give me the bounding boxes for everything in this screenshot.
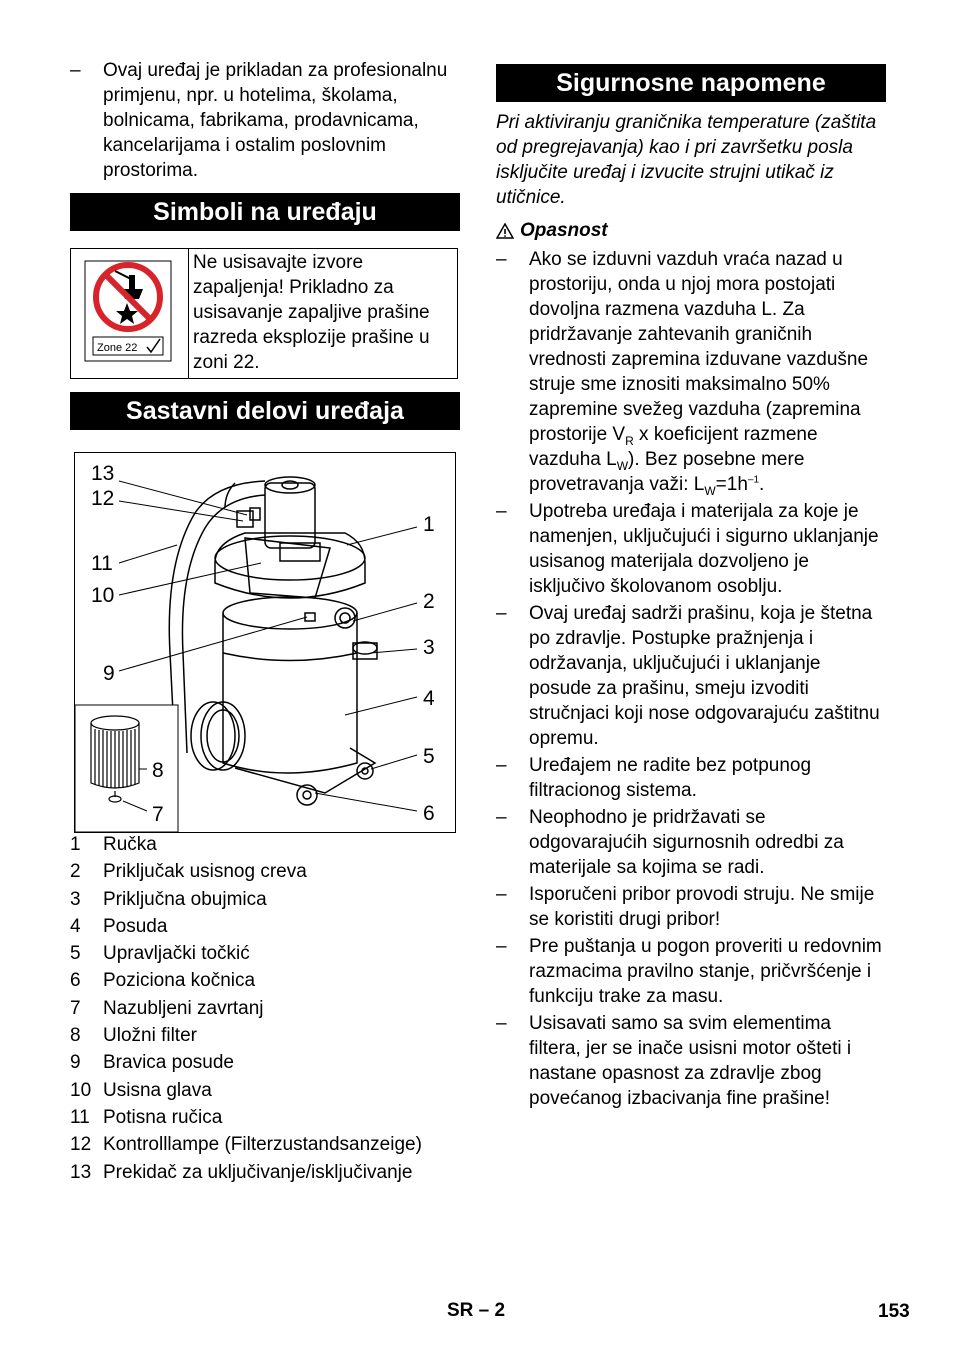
figure-label-5: 5 — [423, 745, 435, 768]
safety-item — [496, 753, 886, 803]
safety-item-text: Uređajem ne radite bez potpunog filtracionog sistema. — [529, 755, 812, 801]
safety-item-text-b: x koeficijent razmene vazduha L — [529, 424, 818, 470]
part-label: Ručka — [103, 834, 157, 855]
part-label: Potisna ručica — [103, 1106, 223, 1128]
safety-item-text: Neophodno je pridržavati se odgovarajućih sigurnosnih odredbi za materijale sa kojima se radi. — [529, 807, 844, 878]
parts-list-item — [70, 887, 470, 914]
part-number: 2 — [70, 861, 81, 883]
dash-bullet: – — [496, 501, 507, 522]
intro-list-item — [70, 58, 460, 183]
safety-item-text: Usisavati samo sa svim elementima filtera, jer se inače usisni motor ošteti i nastane opasnost za zdravlje zbog povećanog izbacivanja fine prašine! — [529, 1013, 852, 1109]
figure-label-1: 1 — [423, 513, 435, 536]
page-number: 153 — [878, 1301, 910, 1322]
part-label: Uložni filter — [103, 1025, 197, 1047]
parts-list-item — [70, 996, 470, 1023]
part-label: Bravica posude — [103, 1052, 234, 1074]
symbol-description: Ne usisavajte izvore zapaljenja! Prikladno za usisavanje zapaljive prašine razreda eksplozije prašine u zoni 22. — [193, 252, 430, 373]
parts-list-item — [70, 1132, 470, 1159]
safety-item — [496, 247, 886, 497]
safety-item — [496, 499, 886, 599]
figure-label-3: 3 — [423, 636, 435, 659]
parts-list-item — [70, 859, 470, 886]
device-figure — [74, 452, 456, 833]
figure-label-11: 11 — [91, 552, 113, 575]
left-column — [70, 58, 460, 231]
dash-bullet: – — [496, 1013, 507, 1034]
parts-list-item — [70, 832, 470, 859]
parts-list — [70, 832, 470, 1187]
parts-list-item — [70, 1050, 470, 1077]
part-label: Poziciona kočnica — [103, 970, 256, 992]
part-number: 13 — [70, 1161, 92, 1183]
dash-bullet: – — [496, 807, 507, 828]
figure-label-10: 10 — [91, 584, 115, 607]
symbol-table — [70, 248, 458, 379]
part-number: 10 — [70, 1079, 92, 1101]
parts-list-item — [70, 1023, 470, 1050]
part-number: 12 — [70, 1134, 92, 1156]
part-label: Priključna obujmica — [103, 888, 267, 910]
safety-intro: Pri aktiviranju graničnika temperature (zaštita od pregrejavanja) kao i pri završetku posla isključite uređaj i izvucite strujni utikač iz utičnice. — [496, 112, 877, 208]
no-ignition-sources-icon — [71, 249, 188, 378]
safety-item — [496, 882, 886, 932]
dash-bullet: – — [496, 249, 507, 270]
vacuum-cleaner-diagram — [75, 453, 455, 832]
part-number: 1 — [70, 834, 81, 855]
warning-triangle-icon — [496, 223, 514, 239]
part-number: 6 — [70, 970, 81, 992]
part-label: Prekidač za uključivanje/isključivanje — [103, 1161, 413, 1183]
safety-item — [496, 934, 886, 1009]
parts-list-item — [70, 941, 470, 968]
footer-section: SR – 2 — [447, 1300, 506, 1321]
section-title-safety: Sigurnosne napomene — [496, 64, 886, 102]
figure-label-7: 7 — [152, 803, 164, 826]
parts-list-item — [70, 1160, 470, 1187]
safety-item-text-d: =1h — [715, 474, 748, 495]
safety-item — [496, 601, 886, 751]
part-label: Posuda — [103, 915, 168, 937]
part-number: 3 — [70, 888, 81, 910]
safety-item-text: Pre puštanja u pogon proveriti u redovnim razmacima pravilno stanje, pričvršćenje i funkciju trake za masu. — [529, 936, 882, 1007]
dash-bullet: – — [496, 603, 507, 624]
parts-list-item — [70, 914, 470, 941]
dash-bullet: – — [496, 884, 507, 905]
safety-item-text: Isporučeni pribor provodi struju. Ne smije se koristiti drugi pribor! — [529, 884, 875, 930]
figure-label-2: 2 — [423, 590, 435, 613]
superscript-minus-one: –1 — [747, 474, 760, 486]
right-column — [496, 64, 886, 1113]
subscript-w: W — [616, 458, 629, 473]
safety-item-text-e: . — [759, 474, 765, 495]
part-label: Upravljački točkić — [103, 943, 250, 965]
figure-label-12: 12 — [91, 487, 115, 510]
part-label: Kontrolllampe (Filterzustandsanzeige) — [103, 1134, 422, 1156]
part-number: 4 — [70, 915, 81, 937]
figure-label-13: 13 — [91, 462, 115, 485]
part-number: 9 — [70, 1052, 81, 1074]
safety-item — [496, 805, 886, 880]
part-label: Priključak usisnog creva — [103, 861, 307, 883]
safety-list — [496, 247, 886, 1111]
part-number: 5 — [70, 943, 81, 965]
danger-heading — [496, 218, 886, 243]
safety-item — [496, 1011, 886, 1111]
safety-items-rest — [496, 499, 886, 1111]
intro-text: Ovaj uređaj je prikladan za profesionalnu primjenu, npr. u hotelima, školama, bolnicama, fabrikama, prodavnicama, kancelarijama i ostalim poslovnim prostorima. — [103, 60, 448, 181]
part-number: 7 — [70, 997, 81, 1019]
part-number: 11 — [70, 1106, 90, 1128]
part-number: 8 — [70, 1025, 81, 1047]
parts-list-item — [70, 968, 470, 995]
safety-item-text-c: ). Bez posebne mere provetravanja važi: L — [529, 449, 805, 495]
dash-bullet: – — [496, 755, 507, 776]
parts-list-item — [70, 1078, 470, 1105]
subscript-r: R — [625, 433, 634, 448]
section-title-symbols: Simboli na uređaju — [70, 193, 460, 231]
figure-label-6: 6 — [423, 802, 435, 825]
dash-bullet: – — [496, 936, 507, 957]
figure-label-9: 9 — [103, 662, 115, 685]
section-title-components: Sastavni delovi uređaja — [70, 392, 460, 430]
dash-bullet: – — [70, 60, 81, 81]
subscript-w2: W — [704, 483, 716, 498]
figure-label-4: 4 — [423, 687, 435, 710]
safety-item-text: Upotreba uređaja i materijala za koje je namenjen, uključujući i sigurno uklanjanje usisanog materijala dozvoljeno je isključivo školovanom osoblju. — [529, 501, 879, 597]
part-label: Usisna glava — [103, 1079, 212, 1101]
parts-list-item — [70, 1105, 470, 1132]
symbol-cell — [71, 249, 189, 378]
part-label: Nazubljeni zavrtanj — [103, 997, 264, 1019]
safety-item-text-a: Ako se izduvni vazduh vraća nazad u prostoriju, onda u njoj mora postojati dovoljna razmena vazduha L. Za pridržavanje zahtevanih graničnih vrednosti zapremina izduvane vazdušne struje sme iznositi maksimalno 50% zapremine svežeg vazduha (zapremina prostorije V — [529, 249, 869, 445]
zone-label: Zone 22 — [97, 342, 138, 354]
danger-label: Opasnost — [520, 220, 608, 241]
safety-item-text: Ovaj uređaj sadrži prašinu, koja je štetna po zdravlje. Postupke pražnjenja i održavanja, uključujući i uklanjanje posude za prašinu, smeju izvoditi stručnjaci koji nose odgovarajuću zaštitnu opremu. — [529, 603, 880, 749]
figure-label-8: 8 — [152, 759, 164, 782]
